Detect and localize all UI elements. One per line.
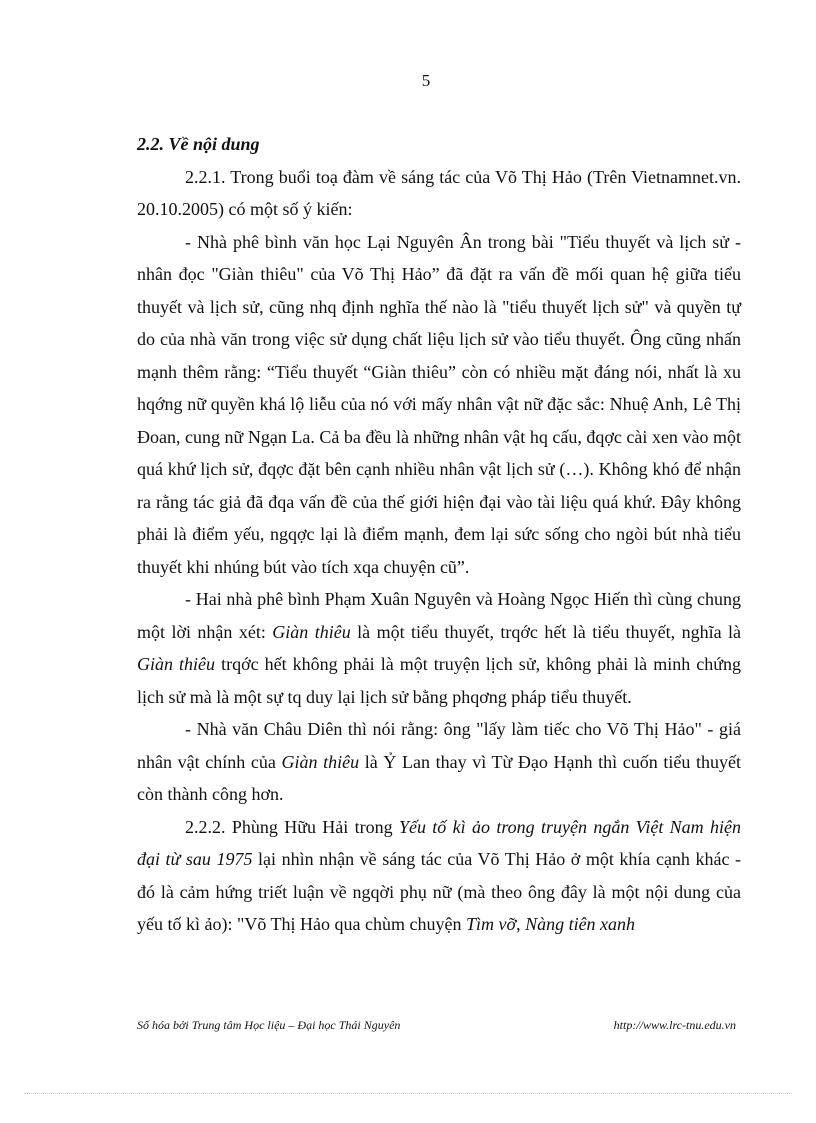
footer-url: http://www.lrc-tnu.edu.vn [613, 1018, 736, 1032]
paragraph-text: là Ỷ Lan thay vì Từ Đạo Hạnh thì cuốn tiểu thuyết còn thành công hơn. [137, 751, 741, 804]
paragraph-text: trqớc hết không phải là một truyện lịch sử, không phải là minh chứng lịch sử mà là một sự tq duy lại lịch sử bằng phqơng pháp tiểu thuyết. [137, 654, 741, 707]
paragraph-text: 2.2.1. Trong buổi toạ đàm về sáng tác của Võ Thị Hảo (Trên Vietnamnet.vn. 20.10.2005) có một số ý kiến: [137, 166, 741, 219]
body-paragraph [137, 713, 741, 811]
document-body [137, 128, 741, 941]
section-heading: 2.2. Về nội dung [137, 134, 260, 154]
body-paragraph [137, 161, 741, 226]
paragraph-text: - Nhà phê bình văn học Lại Nguyên Ân trong bài "Tiểu thuyết và lịch sử - nhân đọc "Giàn thiêu" của Võ Thị Hảo” đã đặt ra vấn đề mối quan hệ giữa tiểu thuyết và lịch sử, cũng nhq định nghĩa thế nào là "tiểu thuyết lịch sử" và quyền tự do của nhà văn trong việc sử dụng chất liệu lịch sử vào tiểu thuyết. Ông cũng nhấn mạnh thêm rằng: “Tiểu thuyết “Giàn thiêu” còn có nhiều mặt đáng nói, nhất là xu hqớng nữ quyền khá lộ liễu của nó với mấy nhân vật nữ đặc sắc: Nhuệ Anh, Lê Thị Đoan, cung nữ Ngạn La. Cả ba đều là những nhân vật hq cấu, đqợc cài xen vào một quá khứ lịch sử, đqợc đặt bên cạnh nhiều nhân vật lịch sử (…). Không khó để nhận ra rằng tác giả đã đqa vấn đề của thế giới hiện đại vào tài liệu quá khứ. Đây không phải là điểm yếu, ngqợc lại là điểm mạnh, đem lại sức sống cho ngòi bút nhà tiểu thuyết khi nhúng bút vào tích xqa chuyện cũ”. [137, 231, 741, 577]
paragraph-text: - Hai nhà phê bình Phạm Xuân Nguyên và Hoàng Ngọc Hiến thì cùng chung một lời nhận xét: [137, 589, 741, 642]
paragraph-list [137, 161, 741, 941]
body-paragraph [137, 583, 741, 713]
italic-title-text: Tìm vỡ [465, 914, 517, 934]
paragraph-text: , [516, 914, 526, 934]
page-number: 5 [421, 71, 431, 90]
paragraph-text: 2.2.2. Phùng Hữu Hải trong [185, 816, 399, 837]
italic-title-text: Giàn thiêu [272, 621, 351, 642]
body-paragraph [137, 811, 741, 941]
italic-title-text: Nàng tiên xanh [525, 914, 636, 934]
paragraph-text: là một tiểu thuyết, trqớc hết là tiểu thuyết, nghĩa là [350, 621, 741, 642]
italic-title-text: Giàn thiêu [137, 654, 216, 674]
italic-title-text: Yếu tố kì ảo trong truyện ngắn Việt Nam hiện đại từ sau 1975 [137, 816, 742, 869]
paragraph-text: - Nhà văn Châu Diên thì nói rằng: ông "lấy làm tiếc cho Võ Thị Hảo" - giá nhân vật chính của [137, 719, 741, 772]
body-paragraph [137, 226, 741, 584]
page-footer [137, 1018, 741, 1033]
italic-title-text: Giàn thiêu [281, 751, 360, 772]
footer-source: Số hóa bởi Trung tâm Học liệu – Đại học Thái Nguyên [137, 1018, 401, 1032]
page-bottom-divider [24, 1093, 792, 1094]
paragraph-text: lại nhìn nhận về sáng tác của Võ Thị Hảo ở một khía cạnh khác - đó là cảm hứng triết luận về ngqời phụ nữ (mà theo ông đây là một nội dung của yếu tố kì ảo): "Võ Thị Hảo qua chùm chuyện [137, 849, 742, 934]
